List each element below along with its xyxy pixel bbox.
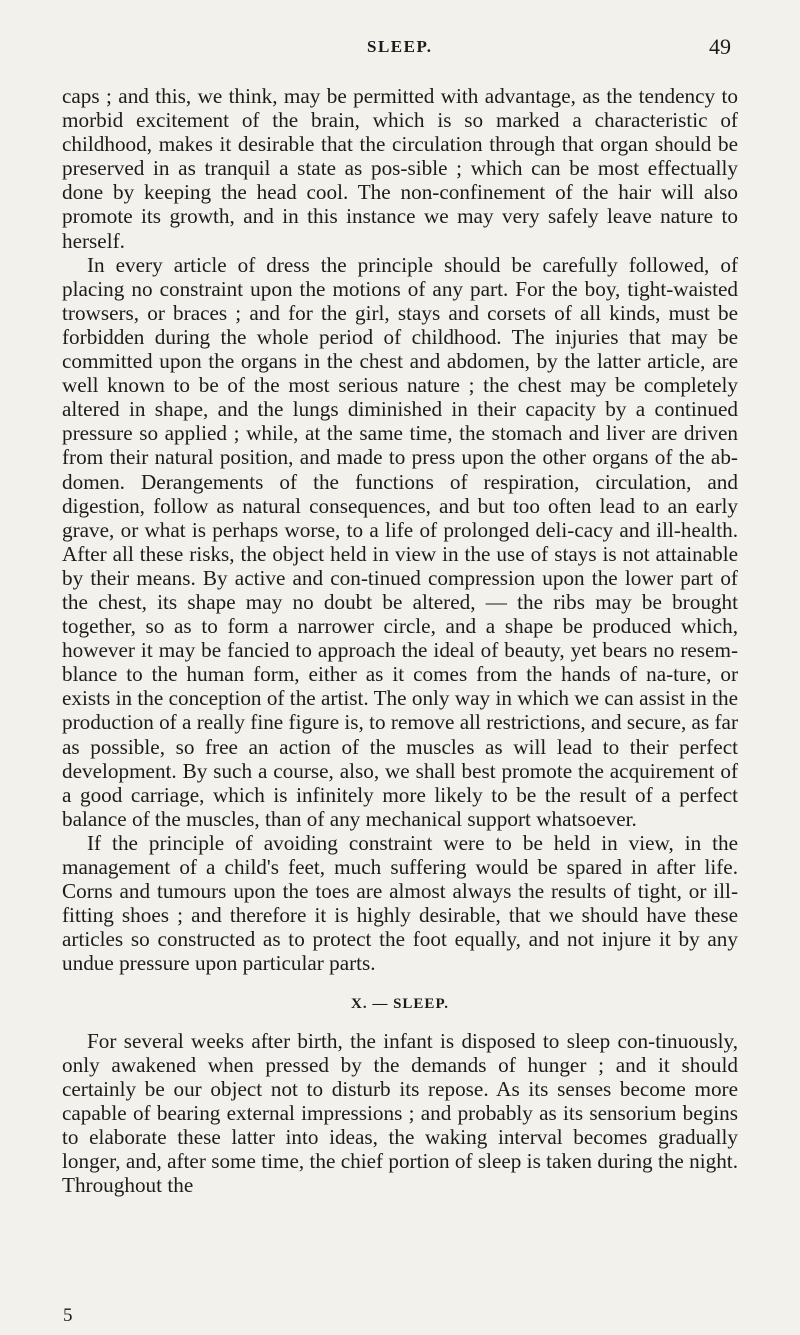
running-title: SLEEP. [367, 37, 433, 56]
paragraph-caps: caps ; and this, we think, may be permitted with advantage, as the tendency to morbid excitement of the brain, which is so marked a characteristic of childhood, makes it desirable that the circulation through that organ should be preserved in as tranquil a state as pos-sible ; which can be most effectually done by keeping the head cool. The non-confinement of the hair will also promote its growth, and in this instance we may very safely leave nature to herself. [62, 84, 738, 253]
page-number: 49 [709, 34, 731, 59]
paragraph-dress: In every article of dress the principle should be carefully followed, of placing no constraint upon the motions of any part. For the boy, tight-waisted trowsers, or braces ; and for the girl, stays and corsets of all kinds, must be forbidden during the whole period of childhood. The injuries that may be committed upon the organs in the chest and abdomen, by the latter article, are well known to be of the most serious nature ; the chest may be completely altered in shape, and the lungs diminished in their capacity by a continued pressure so applied ; while, at the same time, the stomach and liver are driven from their natural position, and made to press upon the other organs of the ab-domen. Derangements of the functions of respiration, circulation, and digestion, follow as natural consequences, and but too often lead to an early grave, or what is perhaps worse, to a life of prolonged deli-cacy and ill-health. After all these risks, the object held in view in the use of stays is not attainable by their means. By active and con-tinued compression upon the lower part of the chest, its shape may no doubt be altered, — the ribs may be brought together, so as to form a narrower circle, and a shape be produced which, however it may be fancied to approach the ideal of beauty, yet bears no resem-blance to the human form, either as it comes from the hands of na-ture, or exists in the conception of the artist. The only way in which we can assist in the production of a really fine figure is, to remove all restrictions, and secure, as far as possible, so free an action of the muscles as will lead to their perfect development. By such a course, also, we shall best promote the acquirement of a good carriage, which is infinitely more likely to be the result of a perfect balance of the muscles, than of any mechanical support whatsoever. [62, 252, 738, 831]
paragraph-feet: If the principle of avoiding constraint were to be held in view, in the management of a child's feet, much suffering would be spared in after life. Corns and tumours upon the toes are almost always the results of tight, or ill-fitting shoes ; and therefore it is highly desirable, that we should have these articles so constructed as to protect the foot equally, and not injure it by any undue pressure upon particular parts. [62, 830, 738, 976]
signature-mark: 5 [63, 1305, 73, 1326]
body-text [62, 84, 738, 1197]
section-heading: X. — SLEEP. [351, 996, 449, 1013]
running-head [0, 34, 800, 64]
paragraph-sleep: For several weeks after birth, the infant is disposed to sleep con-tinuously, only awakened when pressed by the demands of hunger ; and it should certainly be our object not to disturb its repose. As its senses become more capable of bearing external impressions ; and probably as its sensorium begins to elaborate these latter into ideas, the waking interval becomes gradually longer, and, after some time, the chief portion of sleep is taken during the night. Throughout the [62, 1028, 738, 1198]
